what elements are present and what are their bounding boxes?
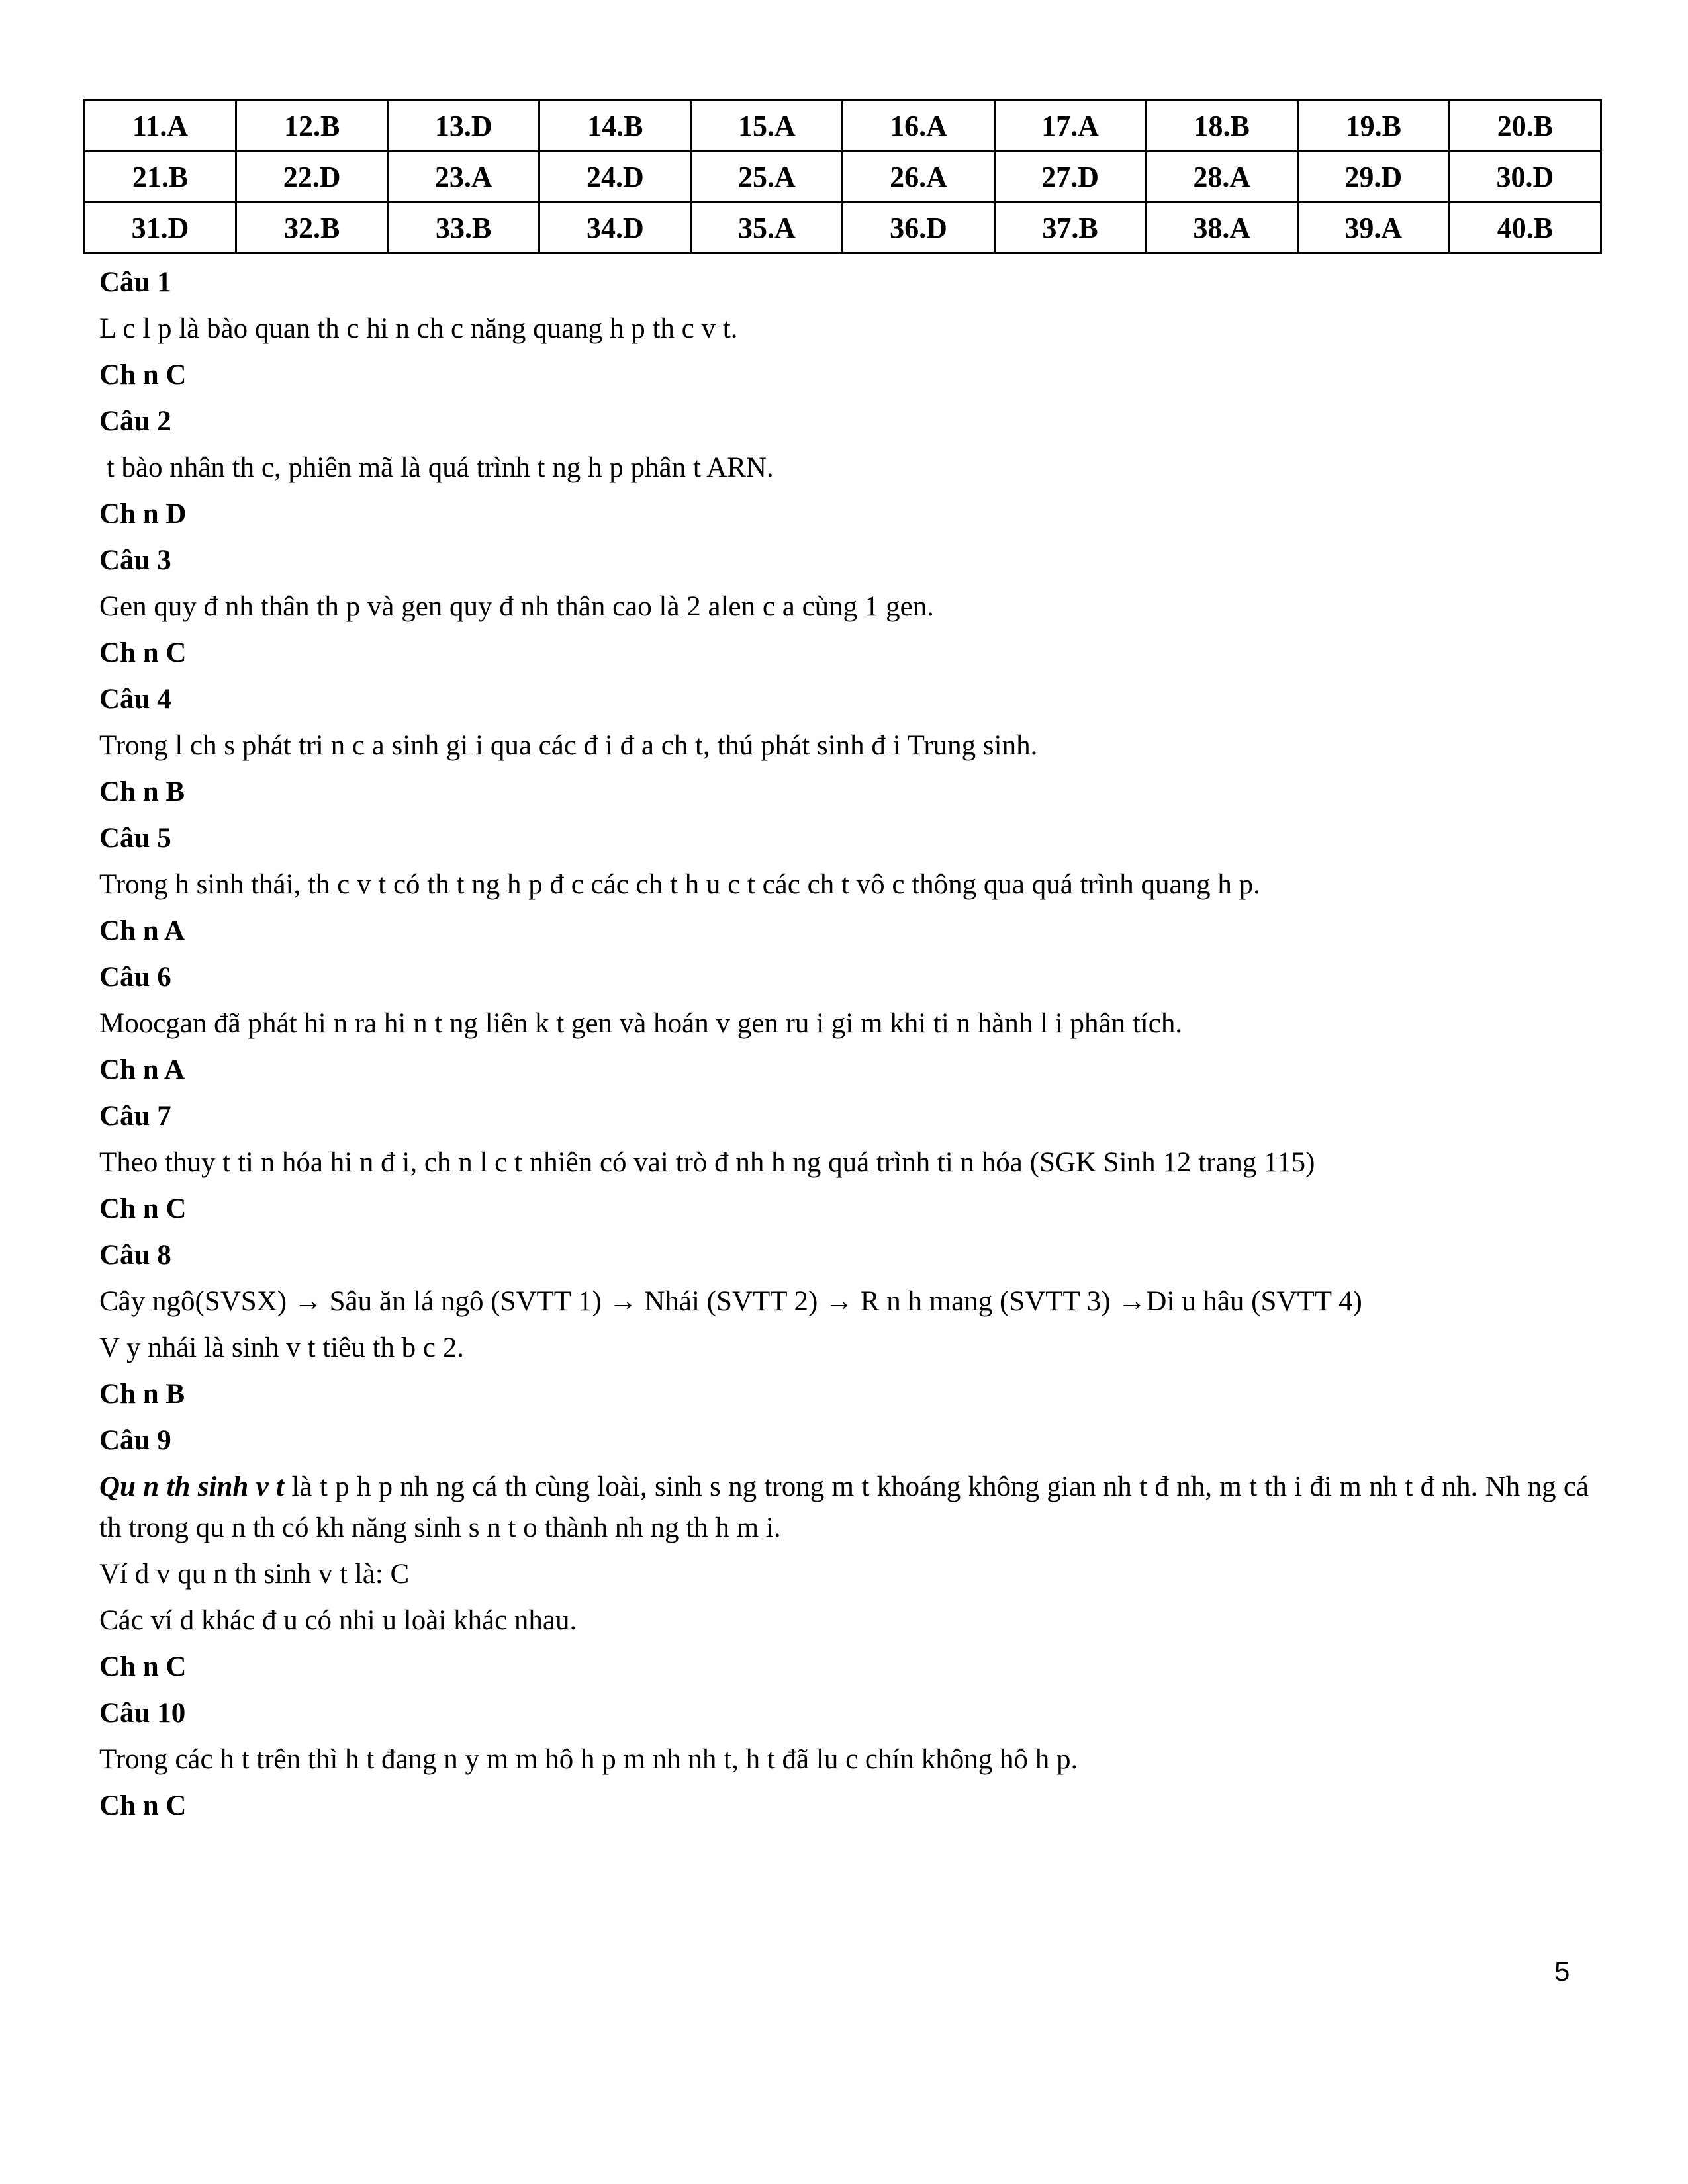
question-block [99, 818, 1589, 952]
answer-cell: 30.D [1449, 152, 1601, 203]
question-block [99, 262, 1589, 396]
answer-cell: 25.A [691, 152, 843, 203]
answer-table [83, 99, 1602, 254]
answer-cell: 36.D [843, 203, 994, 253]
question-explanation: Trong h sinh thái, th c v t có th t ng h p đ c các ch t h u c t các ch t vô c thông qua quá trình quang h p. [99, 869, 1260, 900]
answer-cell: 39.A [1297, 203, 1449, 253]
question-note: Các ví d khác đ u có nhi u loài khác nhau. [99, 1605, 577, 1636]
answer-cell: 34.D [539, 203, 691, 253]
answer-cell: 28.A [1146, 152, 1297, 203]
question-answer: Ch n C [99, 637, 187, 668]
answer-cell: 37.B [994, 203, 1146, 253]
question-answer: Ch n C [99, 359, 187, 390]
question-explanation: t bào nhân th c, phiên mã là quá trình t ng h p phân t ARN. [99, 452, 774, 483]
question-title: Câu 5 [99, 823, 171, 854]
question-answer: Ch n C [99, 1790, 187, 1821]
answer-cell: 29.D [1297, 152, 1449, 203]
question-block [99, 540, 1589, 674]
question-block [99, 679, 1589, 813]
answer-cell: 26.A [843, 152, 994, 203]
question-title: Câu 4 [99, 684, 171, 715]
question-block [99, 1235, 1589, 1415]
answer-cell: 24.D [539, 152, 691, 203]
question-title: Câu 10 [99, 1698, 186, 1729]
answer-row [85, 152, 1601, 203]
question-block [99, 401, 1589, 535]
answer-cell: 15.A [691, 101, 843, 152]
question-explanation: Trong các h t trên thì h t đang n y m m hô h p m nh nh t, h t đã lu c chín không hô h p. [99, 1744, 1078, 1775]
food-chain-line: Cây ngô(SVSX) → Sâu ăn lá ngô (SVTT 1) → Nhái (SVTT 2) → R n h mang (SVTT 3) →Di u hâu (SVTT 4) [99, 1286, 1362, 1317]
question-explanation: L c l p là bào quan th c hi n ch c năng quang h p th c v t. [99, 313, 738, 344]
question-explanation: Gen quy đ nh thân th p và gen quy đ nh thân cao là 2 alen c a cùng 1 gen. [99, 591, 934, 622]
question-block [99, 1693, 1589, 1827]
answer-cell: 38.A [1146, 203, 1297, 253]
question-explanation: Trong l ch s phát tri n c a sinh gi i qua các đ i đ a ch t, thú phát sinh đ i Trung sinh. [99, 730, 1038, 761]
question-answer: Ch n D [99, 498, 187, 529]
question-answer: Ch n C [99, 1193, 187, 1224]
answer-cell: 32.B [236, 203, 388, 253]
question-answer: Ch n A [99, 1054, 185, 1085]
answer-cell: 12.B [236, 101, 388, 152]
answer-cell: 18.B [1146, 101, 1297, 152]
question-answer: Ch n A [99, 915, 185, 946]
answer-row [85, 203, 1601, 253]
answer-cell: 17.A [994, 101, 1146, 152]
solutions-section [99, 262, 1596, 1832]
question-answer: Ch n B [99, 776, 185, 807]
question-block [99, 957, 1589, 1091]
question-title: Câu 7 [99, 1101, 171, 1132]
answer-cell: 19.B [1297, 101, 1449, 152]
answer-cell: 31.D [85, 203, 236, 253]
answer-cell: 21.B [85, 152, 236, 203]
question-answer: Ch n C [99, 1651, 187, 1682]
question-title: Câu 2 [99, 406, 171, 437]
question-explanation: Theo thuy t ti n hóa hi n đ i, ch n l c t nhiên có vai trò đ nh h ng quá trình ti n hóa (SGK Sinh 12 trang 115) [99, 1147, 1315, 1178]
answer-cell: 14.B [539, 101, 691, 152]
question-title: Câu 6 [99, 962, 171, 993]
question-explanation: V y nhái là sinh v t tiêu th b c 2. [99, 1332, 464, 1363]
definition-text: là t p h p nh ng cá th cùng loài, sinh s ng trong m t khoáng không gian nh t đ nh, m t th i đi m nh t đ nh. Nh ng cá th trong qu n th có kh năng sinh s n t o thành nh ng th h m i. [99, 1471, 1596, 1543]
question-block [99, 1096, 1589, 1230]
question-title: Câu 8 [99, 1240, 171, 1271]
answer-cell: 27.D [994, 152, 1146, 203]
question-answer: Ch n B [99, 1379, 185, 1410]
question-title: Câu 9 [99, 1425, 171, 1456]
question-example: Ví d v qu n th sinh v t là: C [99, 1559, 410, 1590]
answer-cell: 23.A [388, 152, 539, 203]
answer-cell: 40.B [1449, 203, 1601, 253]
answer-row [85, 101, 1601, 152]
page-number: 5 [1554, 1956, 1570, 1987]
answer-cell: 22.D [236, 152, 388, 203]
answer-cell: 20.B [1449, 101, 1601, 152]
answer-cell: 11.A [85, 101, 236, 152]
definition-term: Qu n th sinh v t [99, 1471, 284, 1502]
question-explanation: Moocgan đã phát hi n ra hi n t ng liên k t gen và hoán v gen ru i gi m khi ti n hành l i phân tích. [99, 1008, 1183, 1039]
question-title: Câu 3 [99, 545, 171, 576]
answer-cell: 13.D [388, 101, 539, 152]
answer-cell: 33.B [388, 203, 539, 253]
question-title: Câu 1 [99, 267, 171, 298]
question-explanation [99, 1467, 1596, 1549]
answer-cell: 35.A [691, 203, 843, 253]
answer-cell: 16.A [843, 101, 994, 152]
question-block [99, 1420, 1596, 1688]
